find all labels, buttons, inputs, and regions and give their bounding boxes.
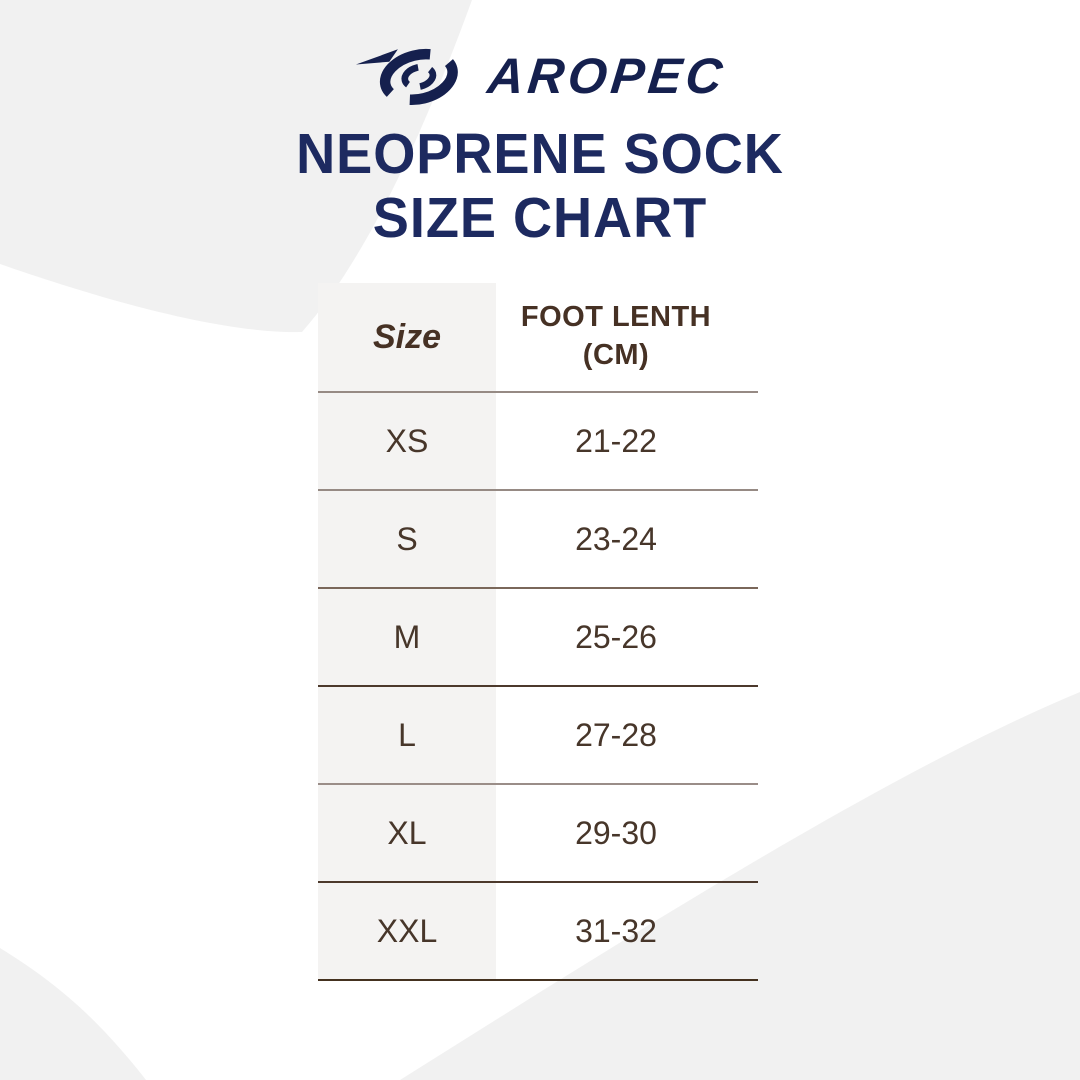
aropec-swirl-icon: [354, 42, 478, 110]
size-value: XL: [318, 785, 496, 881]
size-value: XS: [318, 393, 496, 489]
size-value: XXL: [318, 883, 496, 979]
column-header-foot-length: FOOT LENTH (CM): [520, 301, 712, 371]
foot-length-value: 23-24: [575, 520, 657, 557]
table-row-m: [318, 589, 758, 687]
foot-length-value: 27-28: [575, 716, 657, 753]
title-line-1: NEOPRENE SOCK: [296, 122, 784, 186]
brand-logo: [0, 40, 1080, 112]
title-line-2: SIZE CHART: [372, 186, 708, 250]
size-chart-table: [318, 283, 758, 981]
page-title: [0, 122, 1080, 250]
foot-length-value: 29-30: [575, 814, 657, 851]
size-value: M: [318, 589, 496, 685]
table-row-xl: [318, 785, 758, 883]
foot-length-value: 21-22: [575, 422, 657, 459]
foot-length-value: 31-32: [575, 912, 657, 949]
table-row-xs: [318, 393, 758, 491]
foot-length-value: 25-26: [575, 618, 657, 655]
column-header-size: Size: [318, 283, 496, 391]
size-value: L: [318, 687, 496, 783]
table-header-row: [318, 283, 758, 393]
brand-name: AROPEC: [485, 48, 729, 104]
table-row-l: [318, 687, 758, 785]
table-row-xxl: [318, 883, 758, 981]
size-value: S: [318, 491, 496, 587]
table-row-s: [318, 491, 758, 589]
